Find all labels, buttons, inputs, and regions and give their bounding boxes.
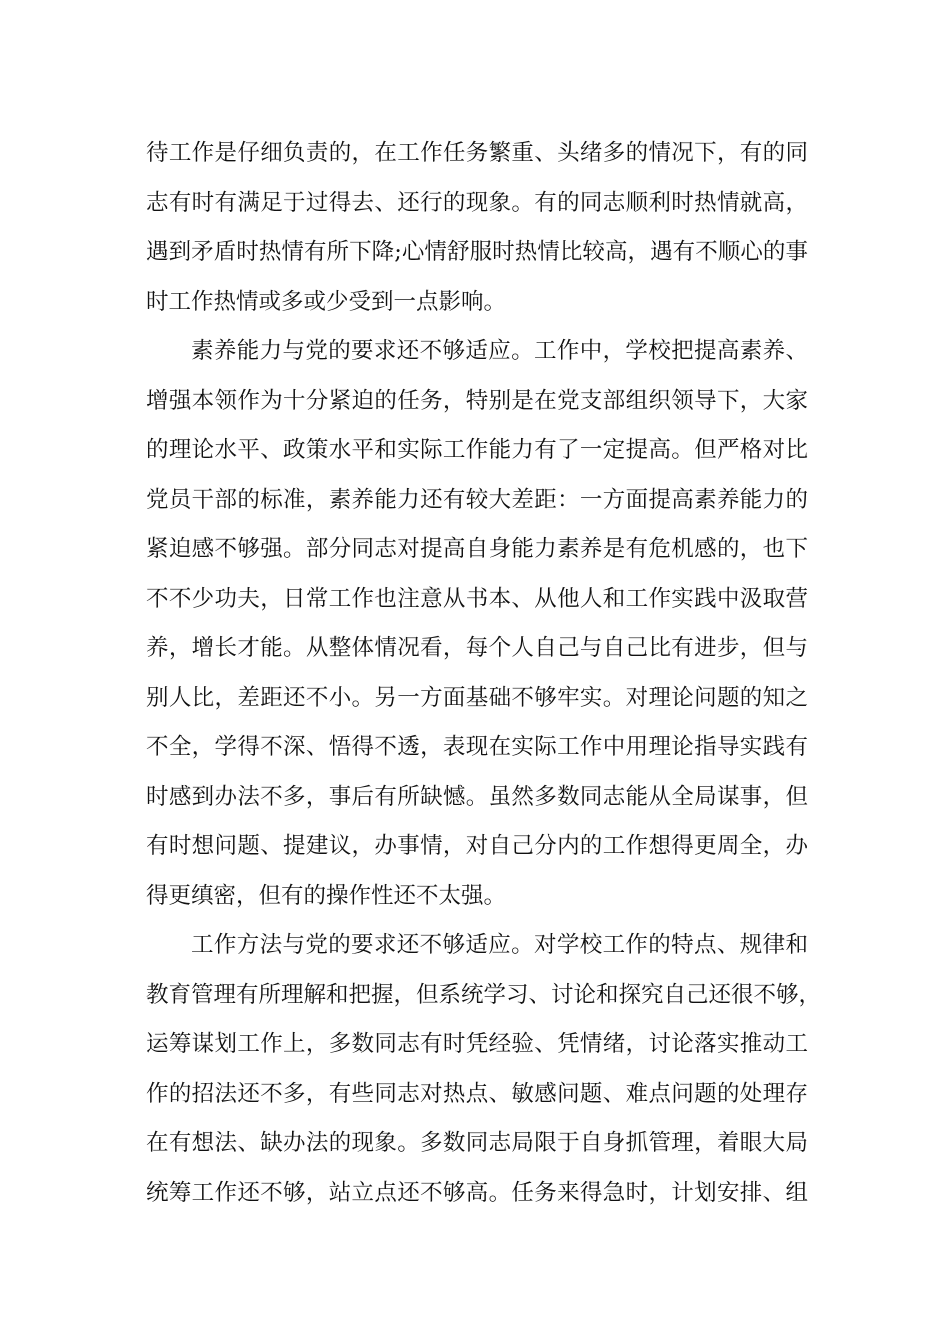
paragraph-2 (146, 327, 808, 921)
text-line: 遇到矛盾时热情有所下降;心情舒服时热情比较高，遇有不顺心的事 (146, 239, 808, 265)
text-line: 素养能力与党的要求还不够适应。工作中，学校把提高素养、 (191, 338, 808, 364)
document-body (146, 129, 822, 1218)
text-line: 党员干部的标准，素养能力还有较大差距：一方面提高素养能力的 (146, 486, 808, 513)
text-line: 不全，学得不深、悟得不透，表现在实际工作中用理论指导实践有 (146, 734, 808, 760)
text-line: 运筹谋划工作上，多数同志有时凭经验、凭情绪，讨论落实推动工 (146, 1031, 808, 1057)
text-line: 作的招法还不多，有些同志对热点、敏感问题、难点问题的处理存 (146, 1080, 808, 1107)
text-line: 志有时有满足于过得去、还行的现象。有的同志顺利时热情就高， (146, 189, 808, 216)
paragraph-3 (146, 921, 822, 1218)
text-line: 养，增长才能。从整体情况看，每个人自己与自己比有进步，但与 (146, 635, 808, 661)
text-line: 紧迫感不够强。部分同志对提高自身能力素养是有危机感的，也下 (146, 536, 808, 562)
paragraph-1 (146, 129, 808, 327)
text-line: 的理论水平、政策水平和实际工作能力有了一定提高。但严格对比 (146, 437, 808, 463)
text-line: 在有想法、缺办法的现象。多数同志局限于自身抓管理，着眼大局 (146, 1130, 808, 1156)
text-line: 工作方法与党的要求还不够适应。对学校工作的特点、规律和 (191, 932, 808, 958)
text-line: 有时想问题、提建议，办事情，对自己分内的工作想得更周全，办 (146, 833, 808, 859)
text-line: 统筹工作还不够，站立点还不够高。任务来得急时，计划安排、组 (146, 1179, 808, 1206)
text-line: 别人比，差距还不小。另一方面基础不够牢实。对理论问题的知之 (146, 684, 808, 711)
text-line: 时工作热情或多或少受到一点影响。 (146, 288, 507, 315)
text-line: 增强本领作为十分紧迫的任务，特别是在党支部组织领导下，大家 (146, 387, 808, 414)
text-line: 教育管理有所理解和把握，但系统学习、讨论和探究自己还很不够， (146, 981, 822, 1008)
text-line: 时感到办法不多，事后有所缺憾。虽然多数同志能从全局谋事，但 (146, 783, 808, 810)
text-line: 得更缜密，但有的操作性还不太强。 (146, 882, 507, 909)
text-line: 待工作是仔细负责的，在工作任务繁重、头绪多的情况下，有的同 (146, 140, 808, 166)
text-line: 不不少功夫，日常工作也注意从书本、从他人和工作实践中汲取营 (146, 585, 808, 612)
